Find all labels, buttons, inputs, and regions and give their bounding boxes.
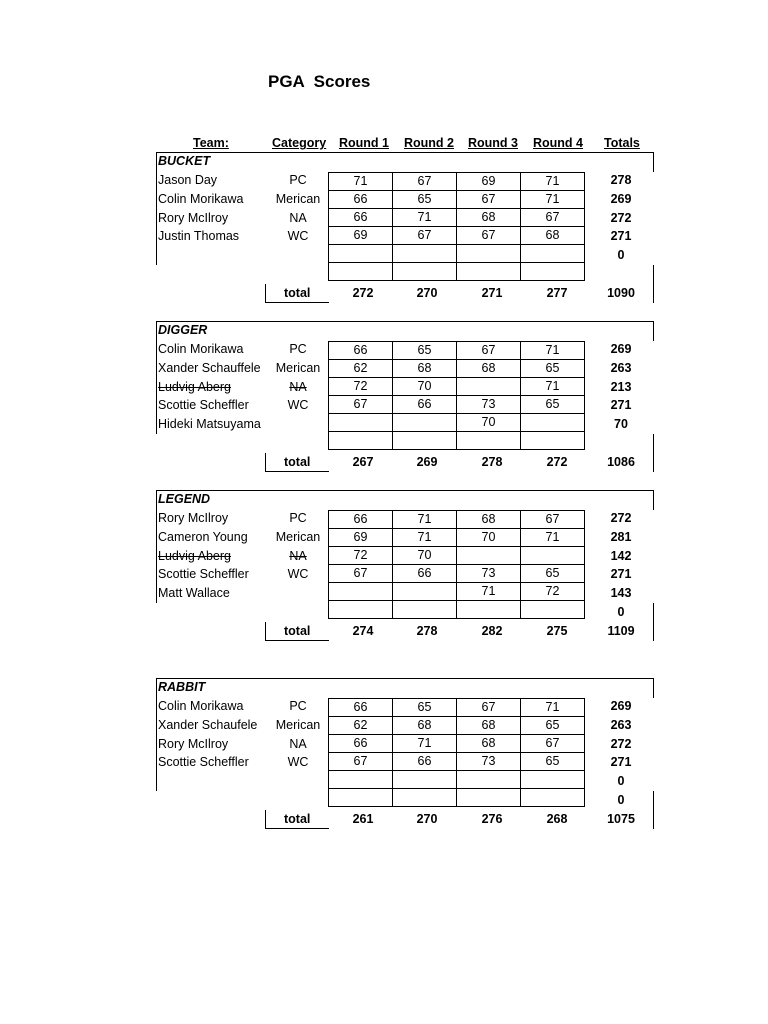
player-name: Rory McIlroy — [158, 511, 229, 525]
round-1-score: 69 — [329, 529, 393, 547]
round-2-total: 270 — [416, 812, 438, 826]
grand-total: 1075 — [607, 812, 635, 826]
round-1-total: 274 — [352, 624, 374, 638]
table-row — [329, 173, 585, 191]
round-1-score: 71 — [329, 173, 393, 191]
score-grid — [328, 510, 585, 619]
table-row — [329, 699, 585, 717]
player-total: 142 — [610, 548, 632, 563]
section-top-rule — [156, 152, 654, 153]
header-round-3: Round 3 — [468, 136, 518, 150]
total-label: total — [284, 455, 311, 469]
player-name: Colin Morikawa — [158, 342, 244, 356]
round-4-total: 268 — [546, 812, 568, 826]
player-category: NA — [289, 210, 307, 225]
player-name: Jason Day — [158, 173, 218, 187]
table-row — [329, 771, 585, 789]
player-total: 271 — [610, 755, 632, 770]
score-grid — [328, 341, 585, 450]
total-underline — [265, 640, 329, 641]
round-3-score — [457, 378, 521, 396]
round-1-score: 66 — [329, 699, 393, 717]
round-1-score — [329, 263, 393, 281]
round-1-score — [329, 414, 393, 432]
total-left-tick — [265, 284, 266, 302]
round-2-total: 278 — [416, 624, 438, 638]
round-4-score: 67 — [521, 209, 585, 227]
round-4-score: 65 — [521, 753, 585, 771]
round-2-score: 65 — [393, 191, 457, 209]
round-2-score — [393, 601, 457, 619]
round-4-score: 71 — [521, 378, 585, 396]
round-3-score — [457, 263, 521, 281]
player-category: NA — [289, 548, 307, 563]
player-total: 213 — [610, 379, 632, 394]
round-2-score: 70 — [393, 547, 457, 565]
round-1-total: 261 — [352, 812, 374, 826]
player-total: 271 — [610, 398, 632, 413]
player-name: Ludvig Aberg — [158, 548, 231, 563]
round-1-score — [329, 583, 393, 601]
team-name: LEGEND — [158, 492, 211, 506]
round-3-score: 68 — [457, 717, 521, 735]
round-1-score: 67 — [329, 565, 393, 583]
round-4-score: 71 — [521, 173, 585, 191]
round-4-score: 65 — [521, 396, 585, 414]
round-1-score: 67 — [329, 396, 393, 414]
round-1-score: 66 — [329, 209, 393, 227]
header-round-4: Round 4 — [533, 136, 583, 150]
round-3-score — [457, 771, 521, 789]
round-1-score: 66 — [329, 511, 393, 529]
round-1-score — [329, 432, 393, 450]
round-3-score — [457, 432, 521, 450]
round-4-score: 68 — [521, 227, 585, 245]
round-4-total: 272 — [546, 455, 568, 469]
player-total: 271 — [610, 229, 632, 244]
round-3-score: 73 — [457, 565, 521, 583]
round-2-score: 66 — [393, 565, 457, 583]
player-name: Rory McIlroy — [158, 210, 229, 225]
round-4-score — [521, 601, 585, 619]
round-3-score: 73 — [457, 396, 521, 414]
player-total: 0 — [617, 774, 625, 789]
grand-total: 1109 — [607, 624, 635, 638]
round-2-score: 71 — [393, 511, 457, 529]
round-4-score — [521, 771, 585, 789]
round-3-score: 68 — [457, 735, 521, 753]
player-total: 269 — [610, 342, 632, 356]
header-round-2: Round 2 — [404, 136, 454, 150]
table-row — [329, 378, 585, 396]
player-name: Cameron Young — [158, 529, 248, 544]
round-3-total: 278 — [481, 455, 503, 469]
round-4-score: 71 — [521, 342, 585, 360]
round-1-score: 72 — [329, 378, 393, 396]
table-row — [329, 753, 585, 771]
section-top-rule — [156, 678, 654, 679]
table-row — [329, 583, 585, 601]
player-category: Merican — [275, 529, 321, 544]
player-name: Hideki Matsuyama — [158, 417, 261, 432]
table-row — [329, 227, 585, 245]
player-category: WC — [287, 229, 309, 244]
round-3-score: 67 — [457, 342, 521, 360]
section-right-rule-top — [653, 152, 654, 172]
total-underline — [265, 302, 329, 303]
player-name: Justin Thomas — [158, 229, 240, 244]
round-2-score: 68 — [393, 360, 457, 378]
page-title: PGA Scores — [268, 72, 371, 91]
round-4-score — [521, 432, 585, 450]
player-total: 271 — [610, 567, 632, 582]
round-3-score: 67 — [457, 227, 521, 245]
player-total: 272 — [610, 210, 632, 225]
round-1-score — [329, 245, 393, 263]
round-2-score — [393, 432, 457, 450]
table-row — [329, 209, 585, 227]
round-1-score: 66 — [329, 342, 393, 360]
player-category: PC — [289, 173, 307, 187]
round-3-score — [457, 601, 521, 619]
round-4-score: 71 — [521, 699, 585, 717]
round-2-score: 70 — [393, 378, 457, 396]
section-right-rule-top — [653, 321, 654, 341]
section-right-rule-bottom — [653, 791, 654, 829]
player-total: 0 — [617, 248, 625, 263]
player-name: Matt Wallace — [158, 586, 230, 601]
player-total: 272 — [610, 511, 632, 525]
score-grid — [328, 698, 585, 807]
table-row — [329, 511, 585, 529]
round-1-score — [329, 789, 393, 807]
player-total: 143 — [610, 586, 632, 601]
round-4-score: 72 — [521, 583, 585, 601]
round-1-score: 72 — [329, 547, 393, 565]
player-total: 0 — [617, 605, 625, 619]
round-4-score — [521, 789, 585, 807]
header-round-1: Round 1 — [339, 136, 389, 150]
round-3-score: 73 — [457, 753, 521, 771]
section-left-rule — [156, 321, 157, 434]
round-4-score — [521, 414, 585, 432]
round-4-score — [521, 547, 585, 565]
player-total: 269 — [610, 699, 632, 713]
total-underline — [265, 471, 329, 472]
table-row — [329, 360, 585, 378]
total-left-tick — [265, 453, 266, 471]
total-label: total — [284, 624, 311, 638]
player-name: Xander Schaufele — [158, 717, 258, 732]
table-row — [329, 565, 585, 583]
player-name: Colin Morikawa — [158, 191, 244, 206]
player-total: 269 — [610, 191, 632, 206]
section-right-rule-bottom — [653, 265, 654, 303]
round-1-score: 66 — [329, 735, 393, 753]
player-category: NA — [289, 736, 307, 751]
grand-total: 1090 — [607, 286, 635, 300]
round-3-score: 70 — [457, 414, 521, 432]
round-3-total: 276 — [481, 812, 503, 826]
player-name: Scottie Scheffler — [158, 398, 249, 413]
round-1-score: 67 — [329, 753, 393, 771]
total-label: total — [284, 812, 311, 826]
section-right-rule-top — [653, 678, 654, 698]
round-2-score — [393, 771, 457, 789]
round-2-score: 68 — [393, 717, 457, 735]
section-left-rule — [156, 490, 157, 603]
round-2-score — [393, 583, 457, 601]
round-2-score — [393, 263, 457, 281]
round-1-total: 272 — [352, 286, 374, 300]
player-category: Merican — [275, 360, 321, 375]
round-1-score: 62 — [329, 360, 393, 378]
round-1-score: 62 — [329, 717, 393, 735]
player-category: PC — [289, 511, 307, 525]
round-4-score: 71 — [521, 191, 585, 209]
team-name: DIGGER — [158, 323, 208, 337]
table-row — [329, 547, 585, 565]
section-right-rule-bottom — [653, 603, 654, 641]
player-category: WC — [287, 567, 309, 582]
round-4-total: 277 — [546, 286, 568, 300]
table-row — [329, 245, 585, 263]
round-3-score: 68 — [457, 360, 521, 378]
table-row — [329, 789, 585, 807]
round-3-score: 71 — [457, 583, 521, 601]
round-3-score: 68 — [457, 209, 521, 227]
section-left-rule — [156, 152, 157, 265]
round-1-score — [329, 771, 393, 789]
round-3-total: 282 — [481, 624, 503, 638]
section-right-rule-bottom — [653, 434, 654, 472]
round-3-total: 271 — [481, 286, 503, 300]
round-2-total: 270 — [416, 286, 438, 300]
round-3-score — [457, 547, 521, 565]
round-3-score: 68 — [457, 511, 521, 529]
round-2-score: 65 — [393, 699, 457, 717]
round-4-score: 67 — [521, 511, 585, 529]
round-2-score: 71 — [393, 209, 457, 227]
round-3-score — [457, 245, 521, 263]
round-2-score: 66 — [393, 396, 457, 414]
player-category: Merican — [275, 191, 321, 206]
player-total: 70 — [614, 417, 628, 432]
round-4-score: 65 — [521, 717, 585, 735]
section-top-rule — [156, 321, 654, 322]
player-total: 278 — [610, 173, 632, 187]
round-2-score: 65 — [393, 342, 457, 360]
table-row — [329, 529, 585, 547]
player-name: Ludvig Aberg — [158, 379, 231, 394]
table-row — [329, 414, 585, 432]
round-2-score: 71 — [393, 735, 457, 753]
section-left-rule — [156, 678, 157, 791]
header-team: Team: — [193, 136, 229, 150]
grand-total: 1086 — [607, 455, 635, 469]
table-row — [329, 396, 585, 414]
round-2-score: 71 — [393, 529, 457, 547]
round-4-score: 71 — [521, 529, 585, 547]
round-4-score — [521, 245, 585, 263]
table-row — [329, 717, 585, 735]
table-row — [329, 191, 585, 209]
round-1-total: 267 — [352, 455, 374, 469]
total-left-tick — [265, 810, 266, 828]
player-category: WC — [287, 755, 309, 770]
player-category: Merican — [275, 717, 321, 732]
player-category: PC — [289, 342, 307, 356]
total-underline — [265, 828, 329, 829]
table-row — [329, 342, 585, 360]
round-3-score: 69 — [457, 173, 521, 191]
round-4-score — [521, 263, 585, 281]
player-name: Scottie Scheffler — [158, 567, 249, 582]
round-3-score: 67 — [457, 191, 521, 209]
total-left-tick — [265, 622, 266, 640]
section-top-rule — [156, 490, 654, 491]
round-2-score — [393, 789, 457, 807]
header-category: Category — [272, 136, 327, 150]
player-name: Rory McIlroy — [158, 736, 229, 751]
player-total: 263 — [610, 360, 632, 375]
round-3-score — [457, 789, 521, 807]
round-1-score: 66 — [329, 191, 393, 209]
table-row — [329, 735, 585, 753]
header-totals: Totals — [604, 136, 640, 150]
team-name: BUCKET — [158, 154, 211, 168]
total-label: total — [284, 286, 311, 300]
round-2-total: 269 — [416, 455, 438, 469]
section-right-rule-top — [653, 490, 654, 510]
round-4-score: 65 — [521, 565, 585, 583]
player-total: 281 — [610, 529, 632, 544]
round-2-score: 67 — [393, 227, 457, 245]
round-2-score: 66 — [393, 753, 457, 771]
round-1-score — [329, 601, 393, 619]
team-name: RABBIT — [158, 680, 206, 694]
player-total: 272 — [610, 736, 632, 751]
player-category: WC — [287, 398, 309, 413]
table-row — [329, 601, 585, 619]
round-2-score — [393, 414, 457, 432]
round-3-score: 67 — [457, 699, 521, 717]
round-4-total: 275 — [546, 624, 568, 638]
round-2-score — [393, 245, 457, 263]
round-4-score: 65 — [521, 360, 585, 378]
player-name: Xander Schauffele — [158, 360, 261, 375]
table-row — [329, 432, 585, 450]
round-1-score: 69 — [329, 227, 393, 245]
player-name: Colin Morikawa — [158, 699, 244, 713]
player-name: Scottie Scheffler — [158, 755, 249, 770]
player-total: 263 — [610, 717, 632, 732]
table-row — [329, 263, 585, 281]
score-grid — [328, 172, 585, 281]
player-total: 0 — [617, 793, 625, 807]
round-2-score: 67 — [393, 173, 457, 191]
round-4-score: 67 — [521, 735, 585, 753]
player-category: PC — [289, 699, 307, 713]
round-3-score: 70 — [457, 529, 521, 547]
player-category: NA — [289, 379, 307, 394]
